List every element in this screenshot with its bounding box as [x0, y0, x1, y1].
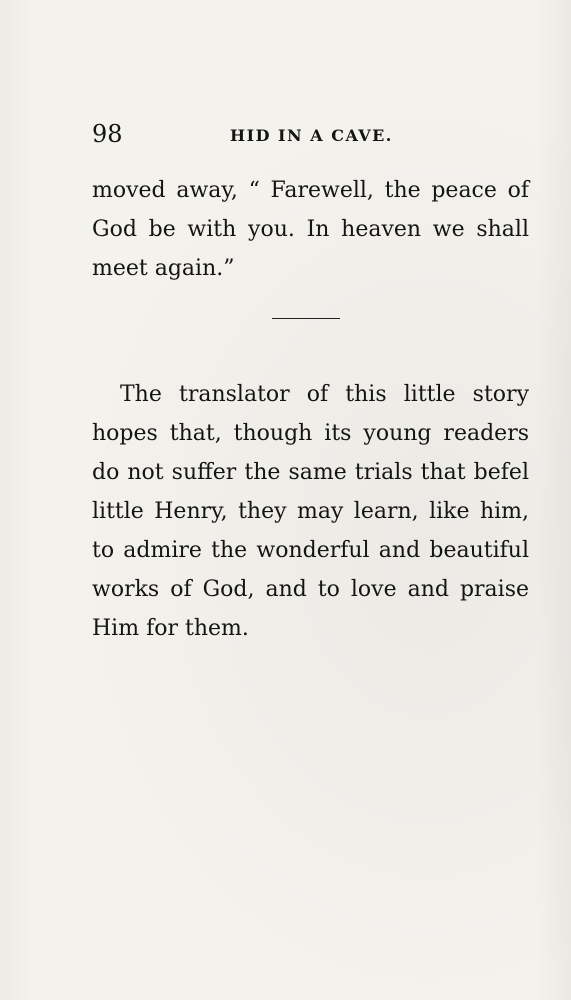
text-line: hopes that, though its young readers — [92, 421, 529, 446]
text-line: Him for them. — [92, 616, 249, 641]
section-divider — [272, 318, 340, 319]
text-line: moved away, “ Farewell, the peace of — [92, 178, 529, 203]
page-header — [92, 120, 528, 150]
text-line: God be with you. In heaven we shall — [92, 217, 529, 242]
page-number: 98 — [92, 120, 123, 148]
paragraph-2 — [92, 375, 529, 648]
text-line: meet again.” — [92, 256, 235, 281]
text-line: to admire the wonderful and beautiful — [92, 538, 529, 563]
running-title: HID IN A CAVE. — [230, 126, 393, 145]
text-line: The translator of this little story — [120, 382, 529, 407]
text-line: do not suffer the same trials that befel — [92, 460, 529, 485]
text-line: works of God, and to love and praise — [92, 577, 529, 602]
paragraph-1 — [92, 171, 529, 288]
text-line: little Henry, they may learn, like him, — [92, 499, 529, 524]
